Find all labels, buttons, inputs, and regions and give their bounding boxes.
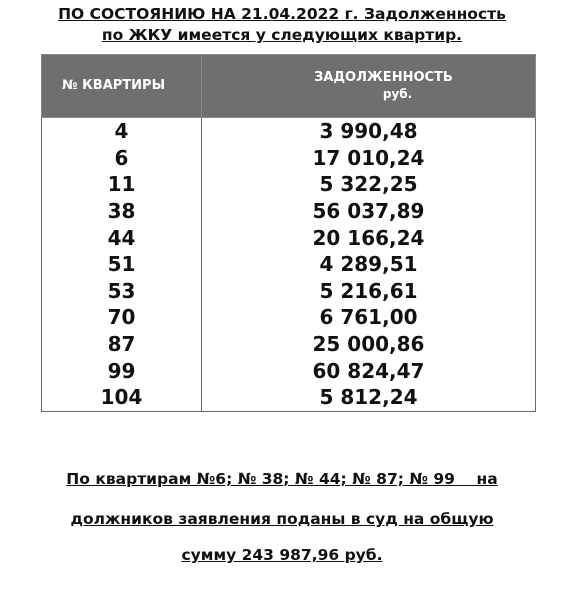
header-debt-label: ЗАДОЛЖЕННОСТЬ <box>314 70 453 85</box>
title-line-2: по ЖКУ имеется у следующих квартир. <box>101 26 463 44</box>
apartment-cell: 38 <box>42 198 202 225</box>
debt-cell: 4 289,51 <box>202 251 536 278</box>
apartment-cell: 70 <box>42 304 202 331</box>
table-row <box>42 198 536 225</box>
table-header-row <box>42 55 536 118</box>
debt-table <box>41 54 536 412</box>
debt-cell: 6 761,00 <box>202 304 536 331</box>
table-row <box>42 251 536 278</box>
table-row <box>42 171 536 198</box>
header-debt <box>202 55 536 118</box>
apartment-cell: 44 <box>42 224 202 251</box>
title-line-1: ПО СОСТОЯНИЮ НА 21.04.2022 г. Задолженность <box>58 5 506 23</box>
debt-cell: 5 322,25 <box>202 171 536 198</box>
table-row <box>42 357 536 384</box>
debt-cell: 5 812,24 <box>202 384 536 411</box>
table-row <box>42 145 536 172</box>
header-debt-unit: руб. <box>382 87 413 101</box>
table-body <box>42 118 536 412</box>
table-row <box>42 384 536 411</box>
debt-cell: 60 824,47 <box>202 357 536 384</box>
header-apartment: № КВАРТИРЫ <box>42 55 202 118</box>
note-line-3: сумму 243 987,96 руб. <box>181 546 383 564</box>
table-row <box>42 331 536 358</box>
apartment-cell: 4 <box>42 118 202 145</box>
note-line-2: должников заявления поданы в суд на общую <box>70 510 494 528</box>
apartment-cell: 104 <box>42 384 202 411</box>
apartment-cell: 51 <box>42 251 202 278</box>
apartment-cell: 53 <box>42 278 202 305</box>
apartment-cell: 99 <box>42 357 202 384</box>
debt-cell: 3 990,48 <box>202 118 536 145</box>
debt-cell: 25 000,86 <box>202 331 536 358</box>
table-row <box>42 224 536 251</box>
table-row <box>42 118 536 145</box>
apartment-cell: 11 <box>42 171 202 198</box>
debt-cell: 5 216,61 <box>202 278 536 305</box>
debt-cell: 20 166,24 <box>202 224 536 251</box>
table-row <box>42 278 536 305</box>
debt-cell: 56 037,89 <box>202 198 536 225</box>
apartment-cell: 87 <box>42 331 202 358</box>
table-row <box>42 304 536 331</box>
page-title <box>0 4 564 46</box>
debt-cell: 17 010,24 <box>202 145 536 172</box>
note-line-1: По квартирам №6; № 38; № 44; № 87; № 99 на <box>66 470 498 488</box>
apartment-cell: 6 <box>42 145 202 172</box>
